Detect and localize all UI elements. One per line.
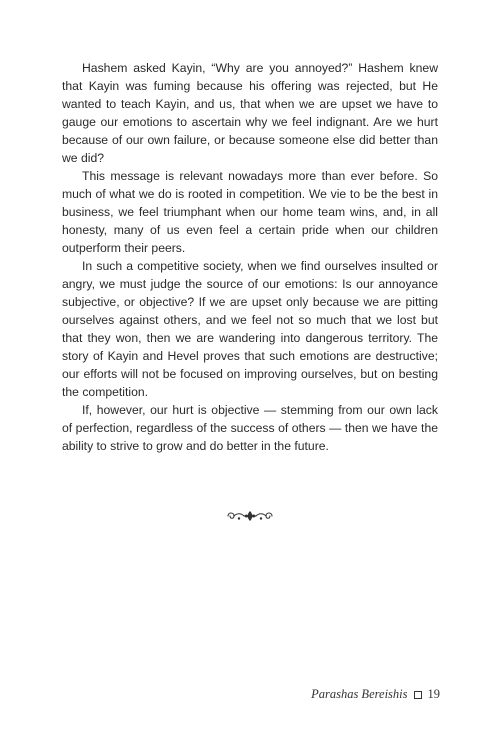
square-separator-icon [414, 691, 422, 699]
ornament-divider-icon [0, 509, 500, 528]
paragraph-3: In such a competitive society, when we find ourselves insulted or angry, we must judge the source of our emotions: Is our annoyance subjective, or objective? If we are upset only because we are pitting ourselves against others, and we feel not so much that we lost but that they won, then we are wandering into dangerous territory. The story of Kayin and Hevel proves that such emotions are destructive; our efforts will not be focused on improving ourselves, but on besting the competition. [62, 259, 438, 399]
body-text [62, 59, 438, 455]
page-footer [311, 687, 440, 702]
page-number: 19 [427, 687, 440, 701]
paragraph-1: Hashem asked Kayin, “Why are you annoyed?” Hashem knew that Kayin was fuming because his offering was rejected, but He wanted to teach Kayin, and us, that when we are upset we have to gauge our emotions to ascertain why we feel indignant. Are we hurt because of our own failure, or because someone else did better than we did? [62, 61, 438, 165]
paragraph-2: This message is relevant nowadays more than ever before. So much of what we do is rooted in competition. We vie to be the best in business, we feel triumphant when our home team wins, and, in all honesty, many of us even feel a certain pride when our children outperform their peers. [62, 169, 438, 255]
running-head: Parashas Bereishis [311, 687, 408, 701]
paragraph-4: If, however, our hurt is objective — stemming from our own lack of perfection, regardless of the success of others — then we have the ability to strive to grow and do better in the future. [62, 403, 438, 453]
